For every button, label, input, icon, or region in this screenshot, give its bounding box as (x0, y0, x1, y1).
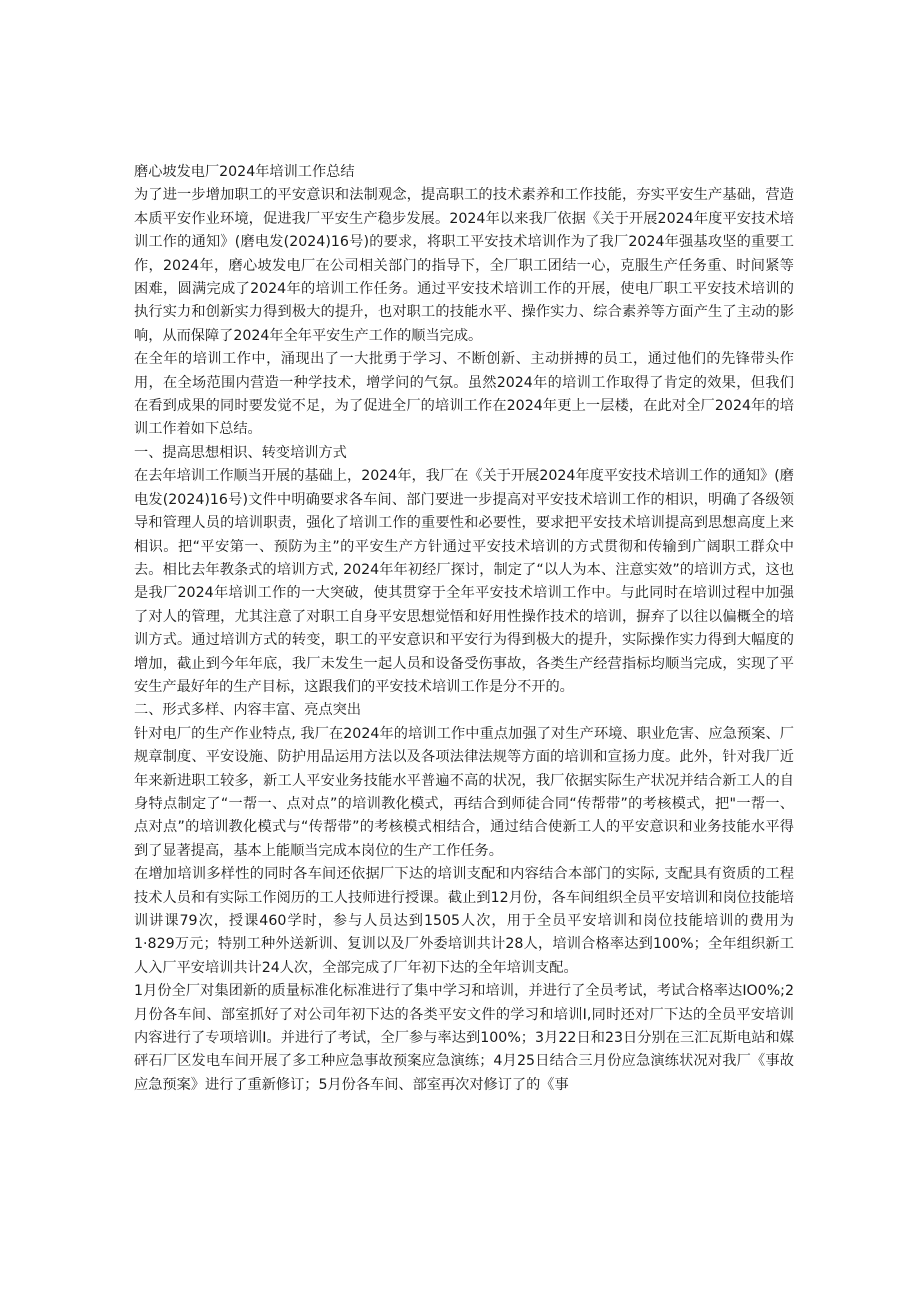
document-title: 磨心坡发电厂2024年培训工作总结 (134, 164, 355, 180)
section-1-paragraph: 在去年培训工作顺当开展的基础上，2024年，我厂在《关于开展2024年度平安技术培训工作的通知》(磨电发(2024)16号)文件中明确要求各车间、部门要进一步提高对平安技术培训工作的相识，明确了各级领导和管理人员的培训职责，强化了培训工作的重要性和必要性，要求把平安技术培训提高到思想高度上来相识。把“平安第一、预防为主”的平安生产方针通过平安技术培训的方式贯彻和传输到广阔职工群众中去。相比去年教条式的培训方式, 2024年年初经厂探讨，制定了“以人为本、注意实效”的培训方式，这也是我厂2024年培训工作的一大突破，使其贯穿于全年平安技术培训工作中。与此同时在培训过程中加强了对人的管理，尤其注意了对职工自身平安思想觉悟和好用性操作技术的培训，摒弃了以往以偏概全的培训方式。通过培训方式的转变，职工的平安意识和平安行为得到极大的提升，实际操作实力得到大幅度的增加，截止到今年年底，我厂未发生一起人员和设备受伤事故，各类生产经营指标均顺当完成，实现了平安生产最好年的生产目标，这跟我们的平安技术培训工作是分不开的。 (134, 468, 794, 695)
section-2-paragraph-2: 在增加培训多样性的同时各车间还依据厂下达的培训支配和内容结合本部门的实际, 支配具有资质的工程技术人员和有实际工作阅历的工人技师进行授课。截止到12月份，各车间组织全员平安培训和岗位技能培训讲课79次，授课460学时，参与人员达到1505人次，用于全员平安培训和岗位技能培训的费用为1·829万元；特别工种外送新训、复训以及厂外委培训共计28人，培训合格率达到100%；全年组织新工人入厂平安培训共计24人次，全部完成了厂年初下达的全年培训支配。 (134, 866, 794, 976)
section-heading-1: 一、提高思想相识、转变培训方式 (134, 444, 347, 461)
section-2-paragraph-3: 1月份全厂对集团新的质量标准化标准进行了集中学习和培训，并进行了全员考试，考试合格率达IO0%;2月份各车间、部室抓好了对公司年初下达的各类平安文件的学习和培训I,同时还对厂下达的全员平安培训内容进行了专项培训I。并进行了考试，全厂参与率达到100%；3月22日和23日分别在三汇瓦斯电站和媒砰石厂区发电车间开展了多工种应急事故预案应急演练；4月25日结合三月份应急演练状况对我厂《事故应急预案》进行了重新修订；5月份各车间、部室再次对修订了的《事 (134, 983, 794, 1093)
summary-paragraph: 在全年的培训工作中，涌现出了一大批勇于学习、不断创新、主动拼搏的员工，通过他们的先锋带头作用，在全场范围内营造一种学技术，增学问的气氛。虽然2024年的培训工作取得了肯定的效果，但我们在看到成果的同时要发觉不足，为了促进全厂的培训工作在2024年更上一层楼，在此对全厂2024年的培训工作着如下总结。 (134, 351, 794, 438)
document-body (134, 161, 794, 1097)
intro-paragraph: 为了进一步增加职工的平安意识和法制观念，提高职工的技术素养和工作技能，夯实平安生产基础，营造本质平安作业环境，促进我厂平安生产稳步发展。2024年以来我厂依据《关于开展2024年度平安技术培训工作的通知》(磨电发(2024)16号)的要求，将职工平安技术培训作为了我厂2024年强基攻坚的重要工作，2024年，磨心坡发电厂在公司相关部门的指导下，全厂职工团结一心，克服生产任务重、时间紧等困难，圆满完成了2024年的培训工作任务。通过平安技术培训工作的开展，使电厂职工平安技术培训的执行实力和创新实力得到极大的提升，也对职工的技能水平、操作实力、综合素养等方面产生了主动的影响，从而保障了2024年全年平安生产工作的顺当完成。 (134, 187, 794, 344)
section-heading-2: 二、形式多样、内容丰富、亮点突出 (134, 702, 362, 719)
section-2-paragraph-1: 针对电厂的生产作业特点, 我厂在2024年的培训工作中重点加强了对生产环境、职业危害、应急预案、厂规章制度、平安设施、防护用品运用方法以及各项法律法规等方面的培训和宣扬力度。此外，针对我厂近年来新进职工较多，新工人平安业务技能水平普遍不高的状况，我厂依据实际生产状况并结合新工人的自身特点制定了“一帮一、点对点”的培训教化模式，再结合到师徒合同“传帮带”的考核模式，把"一帮一、点对点”的培训教化模式与“传帮带”的考核模式相结合，通过结合使新工人的平安意识和业务技能水平得到了显著提高，基本上能顺当完成本岗位的生产工作任务。 (134, 725, 794, 859)
